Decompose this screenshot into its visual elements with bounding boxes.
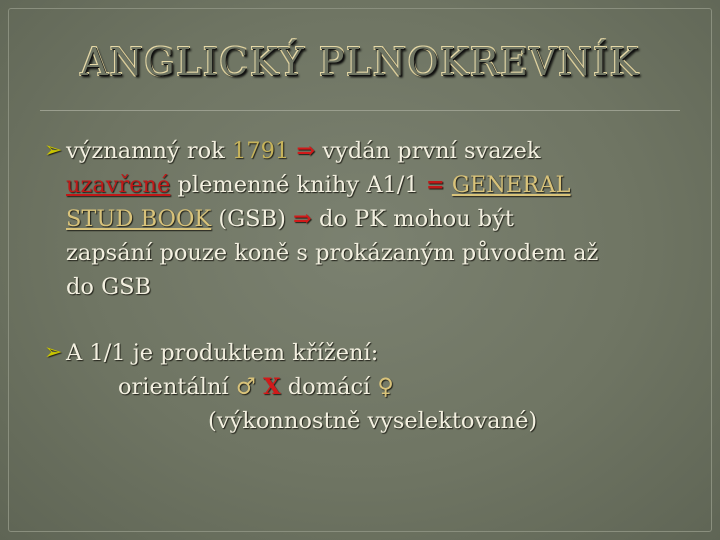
bullet-2-line-1: A 1/1 je produktem křížení: (66, 340, 379, 366)
text-segment: významný rok (66, 138, 232, 164)
general-label: GENERAL (451, 172, 571, 198)
arrowhead-bullet-icon: ➢ (44, 340, 63, 365)
text-segment: domácí (280, 374, 378, 400)
male-symbol-icon: ♂ (235, 374, 256, 400)
bullet-2-line-2 (118, 370, 694, 404)
implies-arrow-icon: ⇒ (296, 138, 316, 164)
bullet-1-line-1 (66, 134, 694, 168)
bullet-1-line-3 (66, 202, 694, 236)
stud-book-label: STUD BOOK (66, 206, 212, 232)
bullet-1-line-4: zapsání pouze koně s prokázaným původem až (66, 240, 599, 266)
bullet-2-line-3: (výkonnostně vyselektované) (208, 408, 538, 434)
slide-title: ANGLICKÝ PLNOKREVNÍK (80, 40, 640, 84)
bullet-1-line-2 (66, 168, 694, 202)
text-segment: plemenné knihy A1/1 (170, 172, 426, 198)
title-divider (40, 110, 680, 111)
cross-x: X (263, 374, 281, 400)
bullet-2-text (66, 336, 694, 438)
female-symbol-icon: ♀ (377, 374, 394, 400)
bullet-1 (44, 134, 694, 304)
equals-sign: = (425, 172, 445, 198)
text-segment: (GSB) (211, 206, 294, 232)
bullet-1-text (66, 134, 694, 304)
text-segment: vydán první svazek (315, 138, 541, 164)
text-segment: do PK mohou být (311, 206, 514, 232)
highlight-uzavrene: uzavřené (66, 172, 171, 198)
arrowhead-bullet-icon: ➢ (44, 138, 63, 163)
year-1791: 1791 (231, 138, 290, 164)
implies-arrow-icon: ⇒ (293, 206, 312, 232)
bullet-1-line-5: do GSB (66, 274, 152, 300)
text-segment: orientální (118, 374, 236, 400)
bullet-2 (44, 336, 694, 438)
